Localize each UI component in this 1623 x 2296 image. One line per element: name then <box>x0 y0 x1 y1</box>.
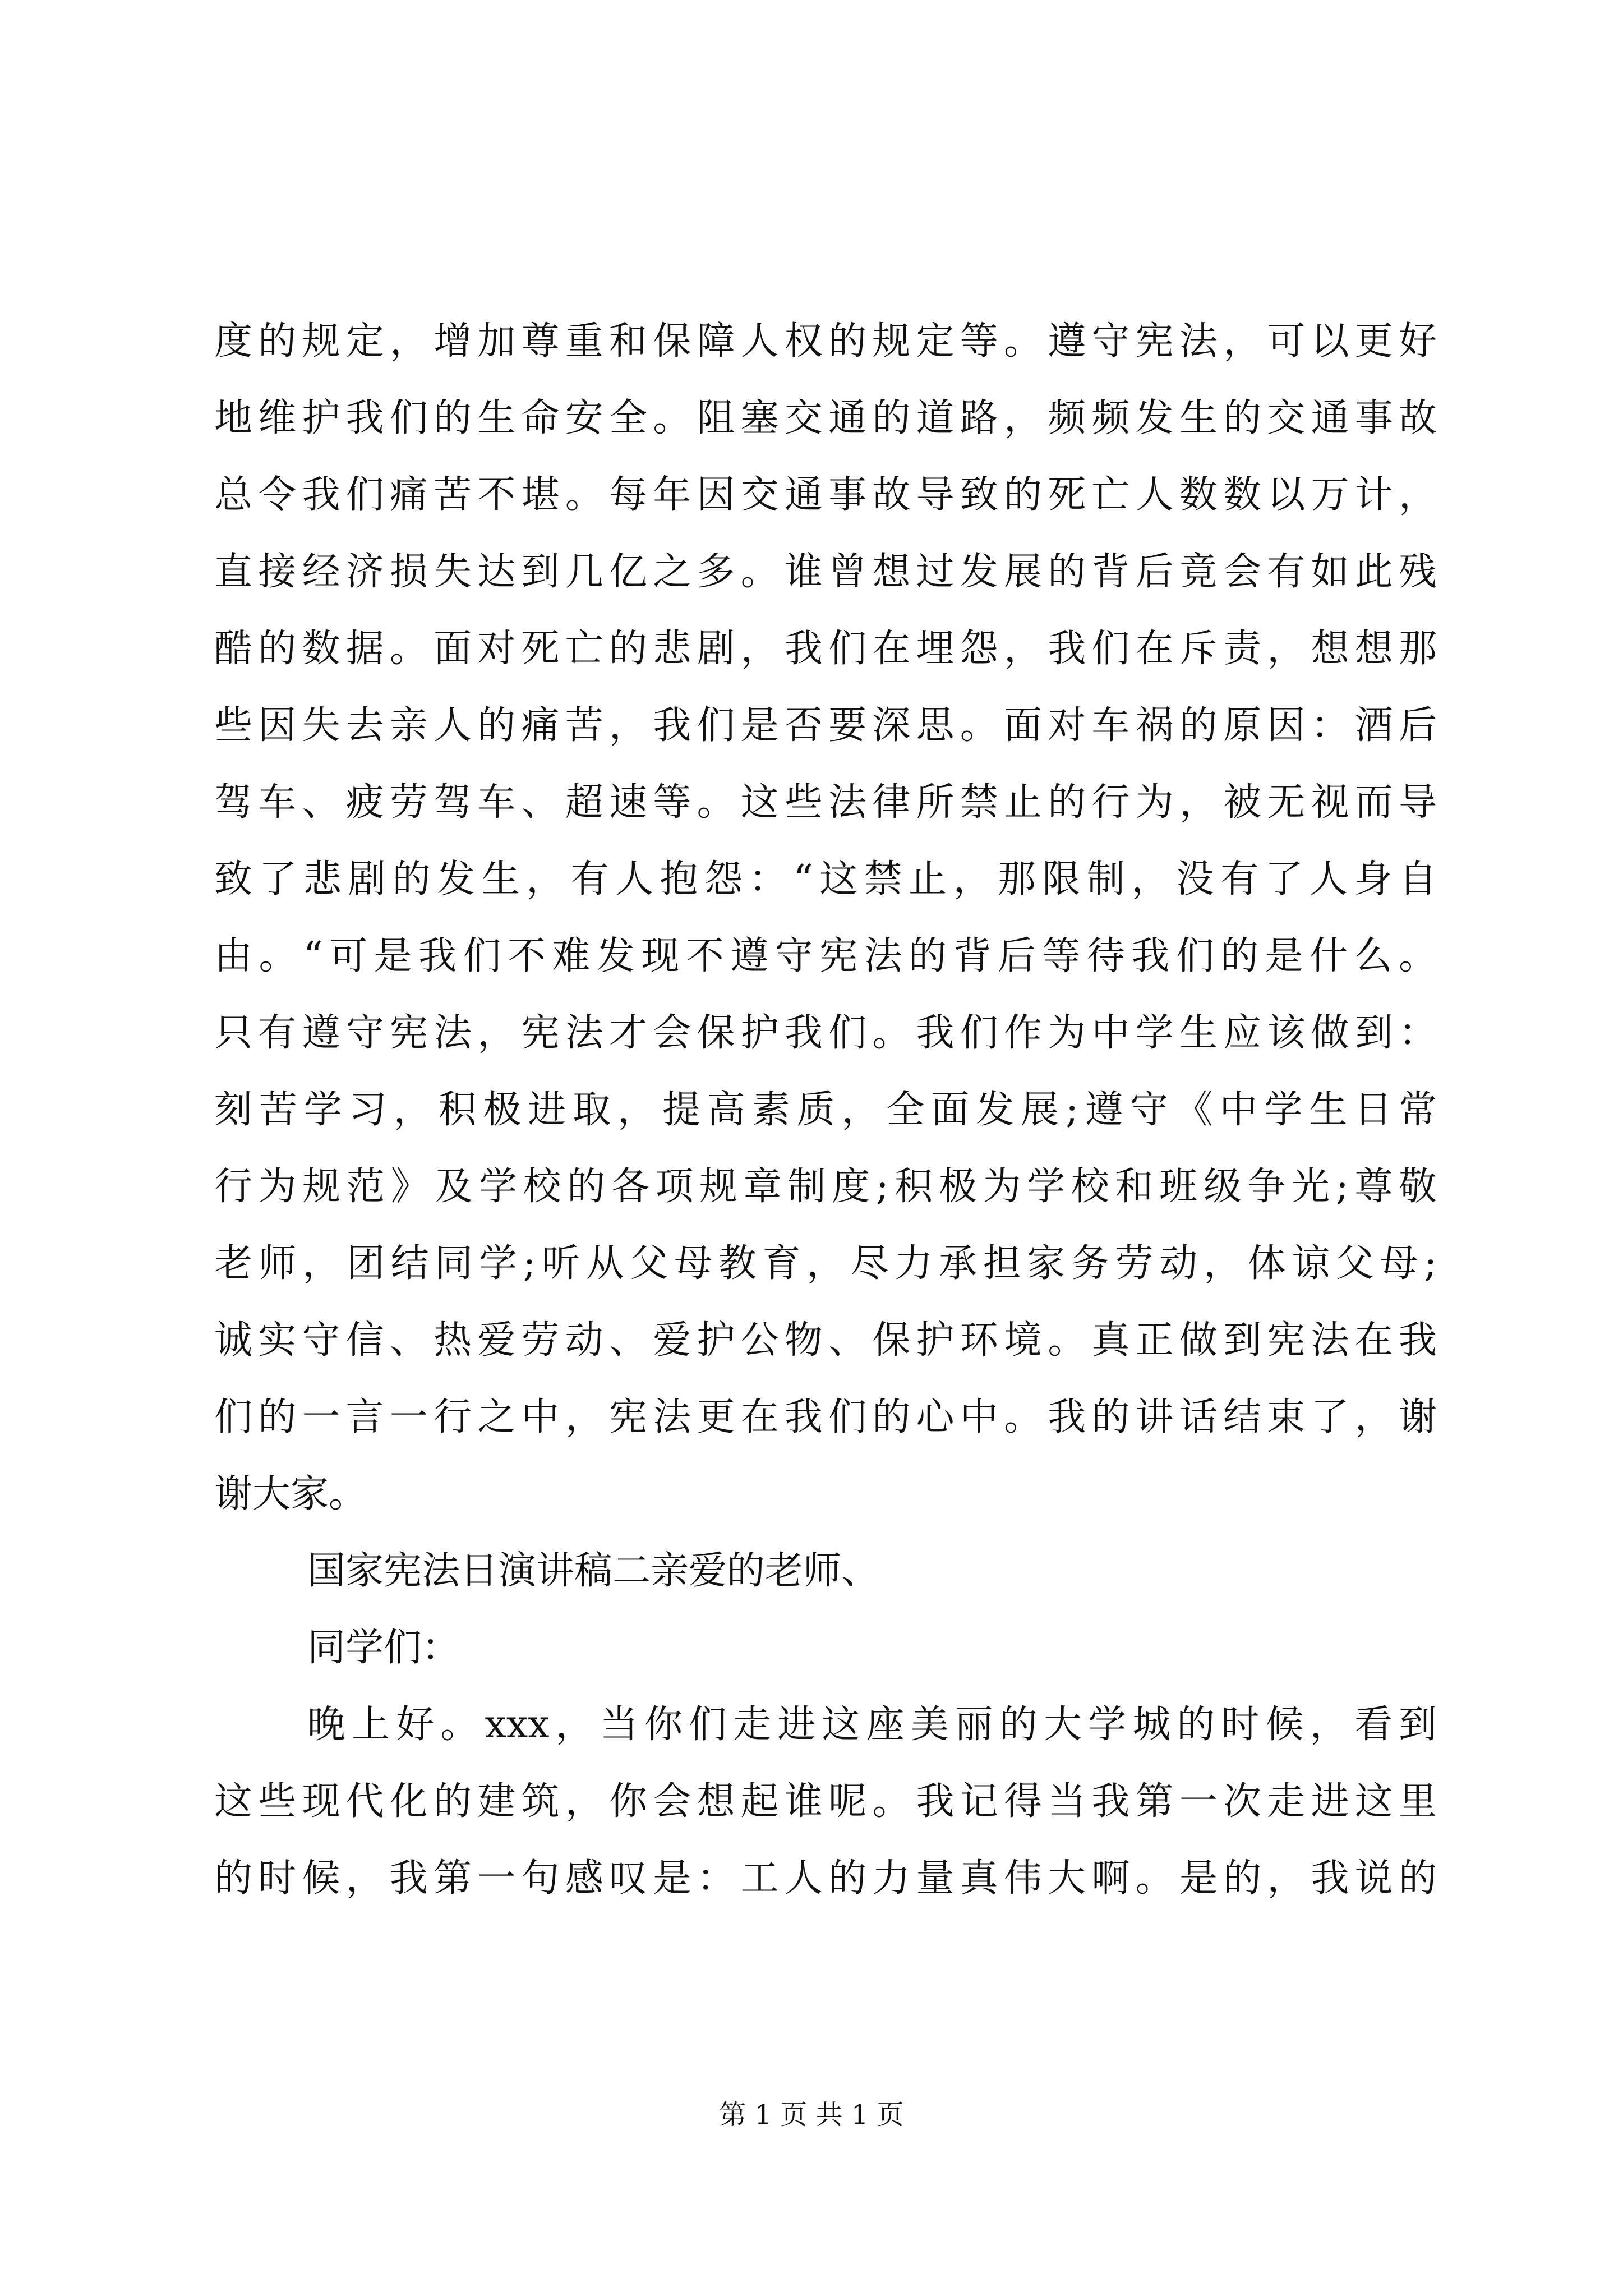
text-line: 们的一言一行之中，宪法更在我们的心中。我的讲话结束了，谢 <box>214 1395 1437 1439</box>
text-line: 诚实守信、热爱劳动、爱护公物、保护环境。真正做到宪法在我 <box>214 1318 1437 1363</box>
document-body <box>214 303 1437 1917</box>
salutation: 同学们： <box>307 1626 460 1670</box>
text-line: 刻苦学习，积极进取，提高素质，全面发展;遵守《中学生日常 <box>214 1088 1437 1132</box>
text-line: 地维护我们的生命安全。阻塞交通的道路，频频发生的交通事故 <box>214 396 1437 440</box>
text-line: 谢大家。 <box>214 1472 367 1516</box>
text-line: 老师，团结同学;听从父母教育，尽力承担家务劳动，体谅父母; <box>214 1241 1437 1286</box>
text-line: 行为规范》及学校的各项规章制度;积极为学校和班级争光;尊敬 <box>214 1165 1437 1209</box>
text-line: 酷的数据。面对死亡的悲剧，我们在埋怨，我们在斥责，想想那 <box>214 627 1437 671</box>
text-line: 驾车、疲劳驾车、超速等。这些法律所禁止的行为，被无视而导 <box>214 780 1437 825</box>
section-heading: 国家宪法日演讲稿二亲爱的老师、 <box>307 1549 880 1593</box>
text-line: 直接经济损失达到几亿之多。谁曾想过发展的背后竟会有如此残 <box>214 550 1437 594</box>
text-line: 度的规定，增加尊重和保障人权的规定等。遵守宪法，可以更好 <box>214 319 1437 364</box>
paragraph-start-line: 晚上好。xxx，当你们走进这座美丽的大学城的时候，看到 <box>307 1703 1437 1747</box>
text-line: 只有遵守宪法，宪法才会保护我们。我们作为中学生应该做到： <box>214 1011 1437 1055</box>
text-line: 致了悲剧的发生，有人抱怨：“这禁止，那限制，没有了人身自 <box>214 857 1437 901</box>
text-line: 这些现代化的建筑，你会想起谁呢。我记得当我第一次走进这里 <box>214 1779 1437 1824</box>
text-line: 由。“可是我们不难发现不遵守宪法的背后等待我们的是什么。 <box>214 934 1437 978</box>
text-line: 些因失去亲人的痛苦，我们是否要深思。面对车祸的原因：酒后 <box>214 703 1437 748</box>
page-footer: 第 1 页 共 1 页 <box>719 2099 904 2131</box>
text-line: 总令我们痛苦不堪。每年因交通事故导致的死亡人数数以万计， <box>214 473 1437 517</box>
text-line: 的时候，我第一句感叹是：工人的力量真伟大啊。是的，我说的 <box>214 1856 1437 1901</box>
